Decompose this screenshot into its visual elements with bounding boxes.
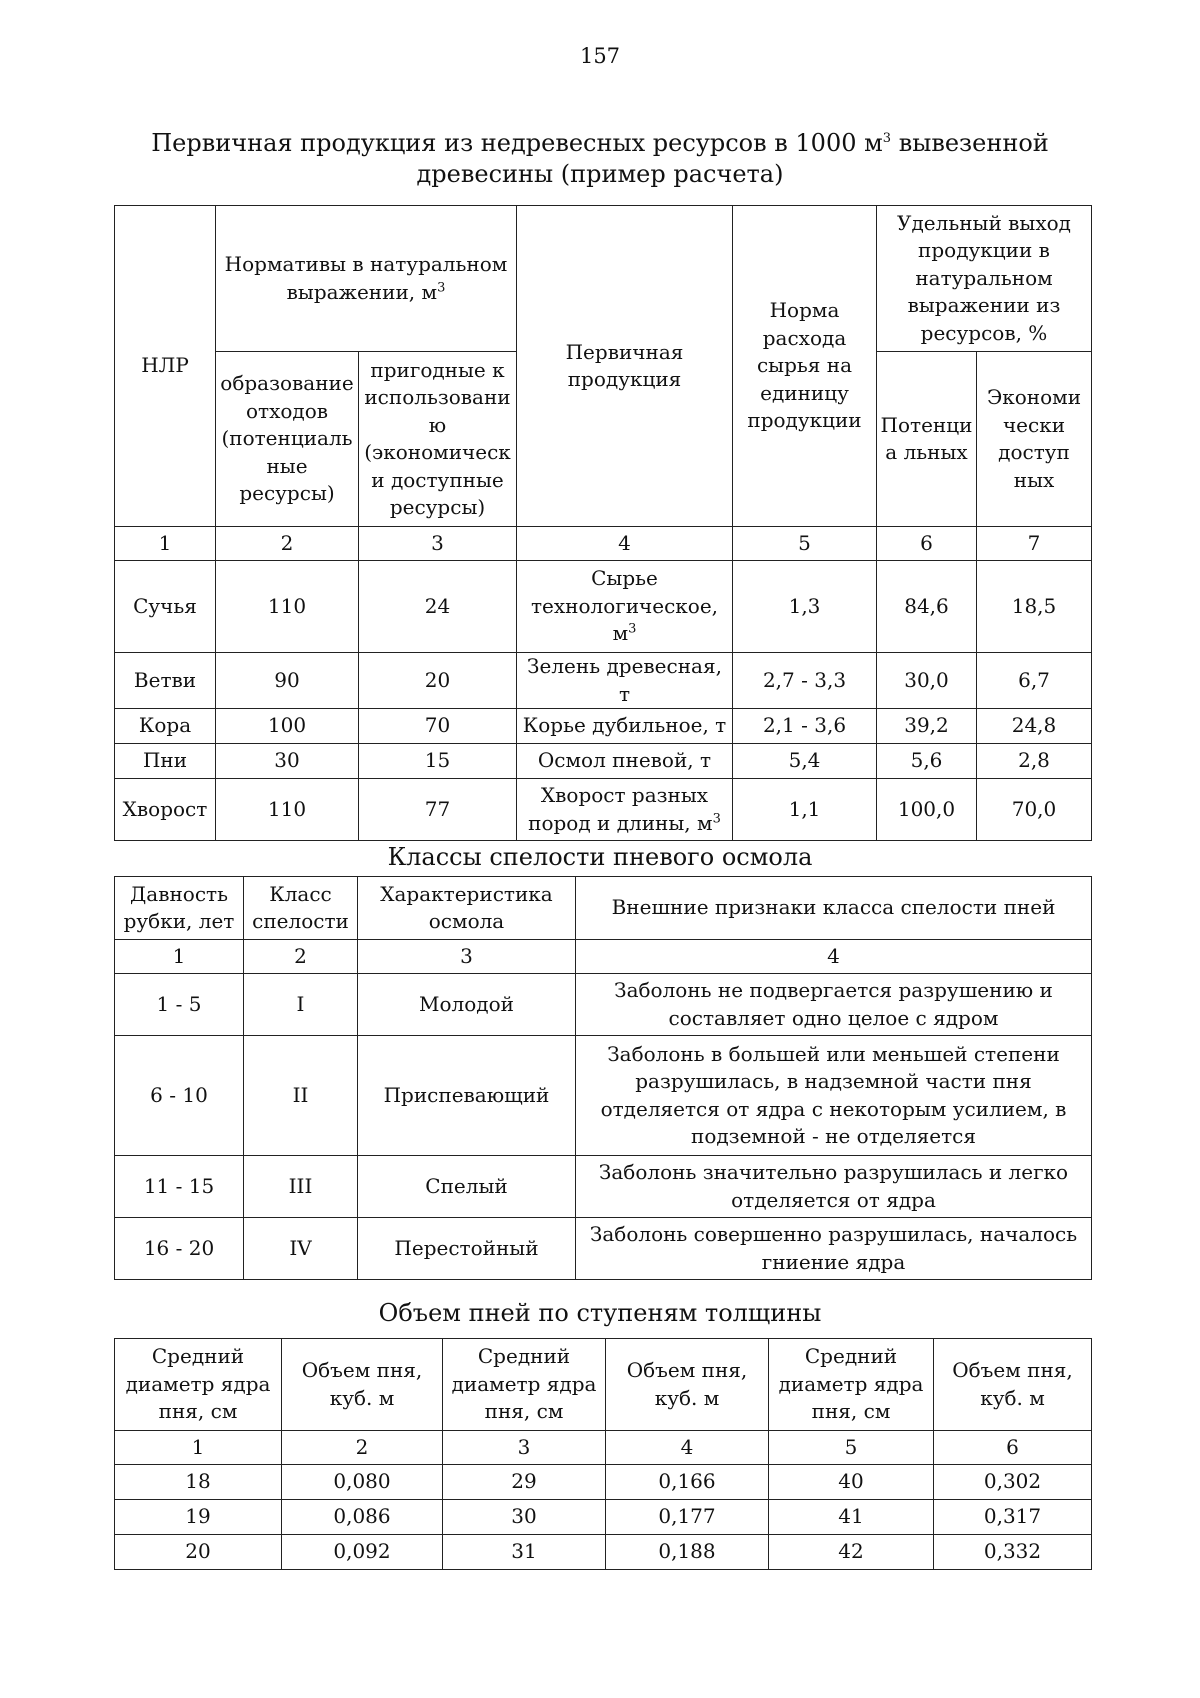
cell-product [517, 779, 733, 841]
cell-product: Осмол пневой, т [517, 744, 733, 779]
col-number: 6 [934, 1431, 1092, 1465]
col-number: 5 [733, 527, 877, 561]
table-row [115, 744, 1092, 779]
cell-volume: 0,317 [934, 1500, 1092, 1535]
cell-characteristic: Спелый [358, 1156, 576, 1218]
header-potential: Потенци а льных [877, 352, 977, 527]
header-nlr: НЛР [115, 206, 216, 527]
cell-norm: 1,1 [733, 779, 877, 841]
cell-diameter: 20 [115, 1535, 282, 1570]
cell-age: 16 - 20 [115, 1218, 244, 1280]
cell-waste: 30 [216, 744, 359, 779]
col-number: 5 [769, 1431, 934, 1465]
header-diameter: Средний диаметр ядра пня, см [443, 1339, 606, 1431]
table-row [115, 561, 1092, 653]
primary-products-table [114, 205, 1092, 841]
table-row [115, 1156, 1092, 1218]
table1-title-sup: 3 [882, 131, 892, 146]
cell-volume: 0,188 [606, 1535, 769, 1570]
cell-waste: 90 [216, 653, 359, 709]
header-specific-yield: Удельный выход продукции в натуральном выражении из ресурсов, % [877, 206, 1092, 352]
cell-potential: 84,6 [877, 561, 977, 653]
resin-ripeness-table [114, 876, 1092, 1280]
cell-volume: 0,166 [606, 1465, 769, 1500]
header-normatives [216, 206, 517, 352]
cell-usable: 20 [359, 653, 517, 709]
table1-title-line2: древесины (пример расчета) [416, 160, 784, 188]
header-signs: Внешние признаки класса спелости пней [576, 877, 1092, 940]
table1-title [0, 128, 1200, 190]
cell-product-text: Хворост разных пород и длины, м [528, 783, 713, 835]
cell-age: 6 - 10 [115, 1036, 244, 1156]
cell-diameter: 29 [443, 1465, 606, 1500]
header-characteristic: Характеристика осмола [358, 877, 576, 940]
col-number: 1 [115, 940, 244, 974]
header-usable: пригодные к использовани ю (экономическ и доступные ресурсы) [359, 352, 517, 527]
col-number: 3 [359, 527, 517, 561]
cell-characteristic: Приспевающий [358, 1036, 576, 1156]
table-row [115, 1036, 1092, 1156]
table-row [115, 653, 1092, 709]
cell-usable: 24 [359, 561, 517, 653]
table2-title: Классы спелости пневого осмола [387, 843, 813, 871]
cell-potential: 5,6 [877, 744, 977, 779]
cell-product-sup: 3 [712, 810, 721, 826]
cell-diameter: 41 [769, 1500, 934, 1535]
cell-product [517, 561, 733, 653]
cell-product-text: Сырье технологическое, м [530, 566, 719, 646]
column-numbers-row [115, 1431, 1092, 1465]
cell-economic: 18,5 [977, 561, 1092, 653]
cell-class: III [244, 1156, 358, 1218]
cell-norm: 5,4 [733, 744, 877, 779]
cell-characteristic: Молодой [358, 974, 576, 1036]
cell-waste: 110 [216, 561, 359, 653]
cell-economic: 2,8 [977, 744, 1092, 779]
cell-age: 11 - 15 [115, 1156, 244, 1218]
cell-volume: 0,080 [282, 1465, 443, 1500]
cell-usable: 70 [359, 709, 517, 744]
cell-potential: 100,0 [877, 779, 977, 841]
col-number: 1 [115, 527, 216, 561]
cell-characteristic: Перестойный [358, 1218, 576, 1280]
col-number: 7 [977, 527, 1092, 561]
cell-volume: 0,177 [606, 1500, 769, 1535]
cell-volume: 0,332 [934, 1535, 1092, 1570]
cell-diameter: 40 [769, 1465, 934, 1500]
cell-norm: 2,7 - 3,3 [733, 653, 877, 709]
table3-title: Объем пней по ступеням толщины [378, 1299, 822, 1327]
page-number: 157 [579, 44, 621, 68]
col-number: 6 [877, 527, 977, 561]
col-number: 3 [358, 940, 576, 974]
cell-economic: 6,7 [977, 653, 1092, 709]
header-diameter: Средний диаметр ядра пня, см [769, 1339, 934, 1431]
cell-waste: 110 [216, 779, 359, 841]
table-row [115, 974, 1092, 1036]
column-numbers-row [115, 940, 1092, 974]
stump-volume-table [114, 1338, 1092, 1570]
col-number: 4 [576, 940, 1092, 974]
cell-class: IV [244, 1218, 358, 1280]
cell-age: 1 - 5 [115, 974, 244, 1036]
cell-diameter: 30 [443, 1500, 606, 1535]
cell-diameter: 31 [443, 1535, 606, 1570]
cell-product: Корье дубильное, т [517, 709, 733, 744]
col-number: 1 [115, 1431, 282, 1465]
cell-class: I [244, 974, 358, 1036]
cell-signs: Заболонь значительно разрушилась и легко отделяется от ядра [576, 1156, 1092, 1218]
cell-signs: Заболонь не подвергается разрушению и составляет одно целое с ядром [576, 974, 1092, 1036]
col-number: 2 [282, 1431, 443, 1465]
table1-title-part2: вывезенной [891, 129, 1049, 157]
cell-diameter: 42 [769, 1535, 934, 1570]
col-number: 2 [244, 940, 358, 974]
table-row [115, 1535, 1092, 1570]
cell-nlr: Ветви [115, 653, 216, 709]
cell-economic: 24,8 [977, 709, 1092, 744]
cell-volume: 0,092 [282, 1535, 443, 1570]
header-volume: Объем пня, куб. м [606, 1339, 769, 1431]
cell-usable: 77 [359, 779, 517, 841]
cell-signs: Заболонь в большей или меньшей степени разрушилась, в надземной части пня отделяется от ядра с некоторым усилием, в подземной - не отделяется [576, 1036, 1092, 1156]
header-normatives-text: Нормативы в натуральном выражении, м [224, 252, 508, 304]
header-diameter: Средний диаметр ядра пня, см [115, 1339, 282, 1431]
table1-title-part1: Первичная продукция из недревесных ресурсов в 1000 м [151, 129, 883, 157]
col-number: 2 [216, 527, 359, 561]
header-economic: Экономи чески доступ ных [977, 352, 1092, 527]
col-number: 4 [606, 1431, 769, 1465]
table-row [115, 1465, 1092, 1500]
cell-volume: 0,086 [282, 1500, 443, 1535]
header-product: Первичная продукция [517, 206, 733, 527]
header-norm: Норма расхода сырья на единицу продукции [733, 206, 877, 527]
header-normatives-sup: 3 [437, 279, 446, 295]
header-class: Класс спелости [244, 877, 358, 940]
cell-nlr: Хворост [115, 779, 216, 841]
cell-potential: 39,2 [877, 709, 977, 744]
table-row [115, 779, 1092, 841]
table-row [115, 1500, 1092, 1535]
cell-usable: 15 [359, 744, 517, 779]
header-volume: Объем пня, куб. м [282, 1339, 443, 1431]
cell-product-sup: 3 [628, 621, 637, 637]
header-age: Давность рубки, лет [115, 877, 244, 940]
cell-product: Зелень древесная, т [517, 653, 733, 709]
cell-economic: 70,0 [977, 779, 1092, 841]
cell-nlr: Пни [115, 744, 216, 779]
cell-waste: 100 [216, 709, 359, 744]
table-row [115, 709, 1092, 744]
header-waste: образование отходов (потенциаль ные ресурсы) [216, 352, 359, 527]
cell-potential: 30,0 [877, 653, 977, 709]
cell-signs: Заболонь совершенно разрушилась, началось гниение ядра [576, 1218, 1092, 1280]
table-row [115, 1218, 1092, 1280]
cell-nlr: Сучья [115, 561, 216, 653]
cell-nlr: Кора [115, 709, 216, 744]
header-volume: Объем пня, куб. м [934, 1339, 1092, 1431]
col-number: 4 [517, 527, 733, 561]
cell-class: II [244, 1036, 358, 1156]
cell-diameter: 19 [115, 1500, 282, 1535]
cell-norm: 1,3 [733, 561, 877, 653]
cell-volume: 0,302 [934, 1465, 1092, 1500]
column-numbers-row [115, 527, 1092, 561]
cell-diameter: 18 [115, 1465, 282, 1500]
cell-norm: 2,1 - 3,6 [733, 709, 877, 744]
col-number: 3 [443, 1431, 606, 1465]
